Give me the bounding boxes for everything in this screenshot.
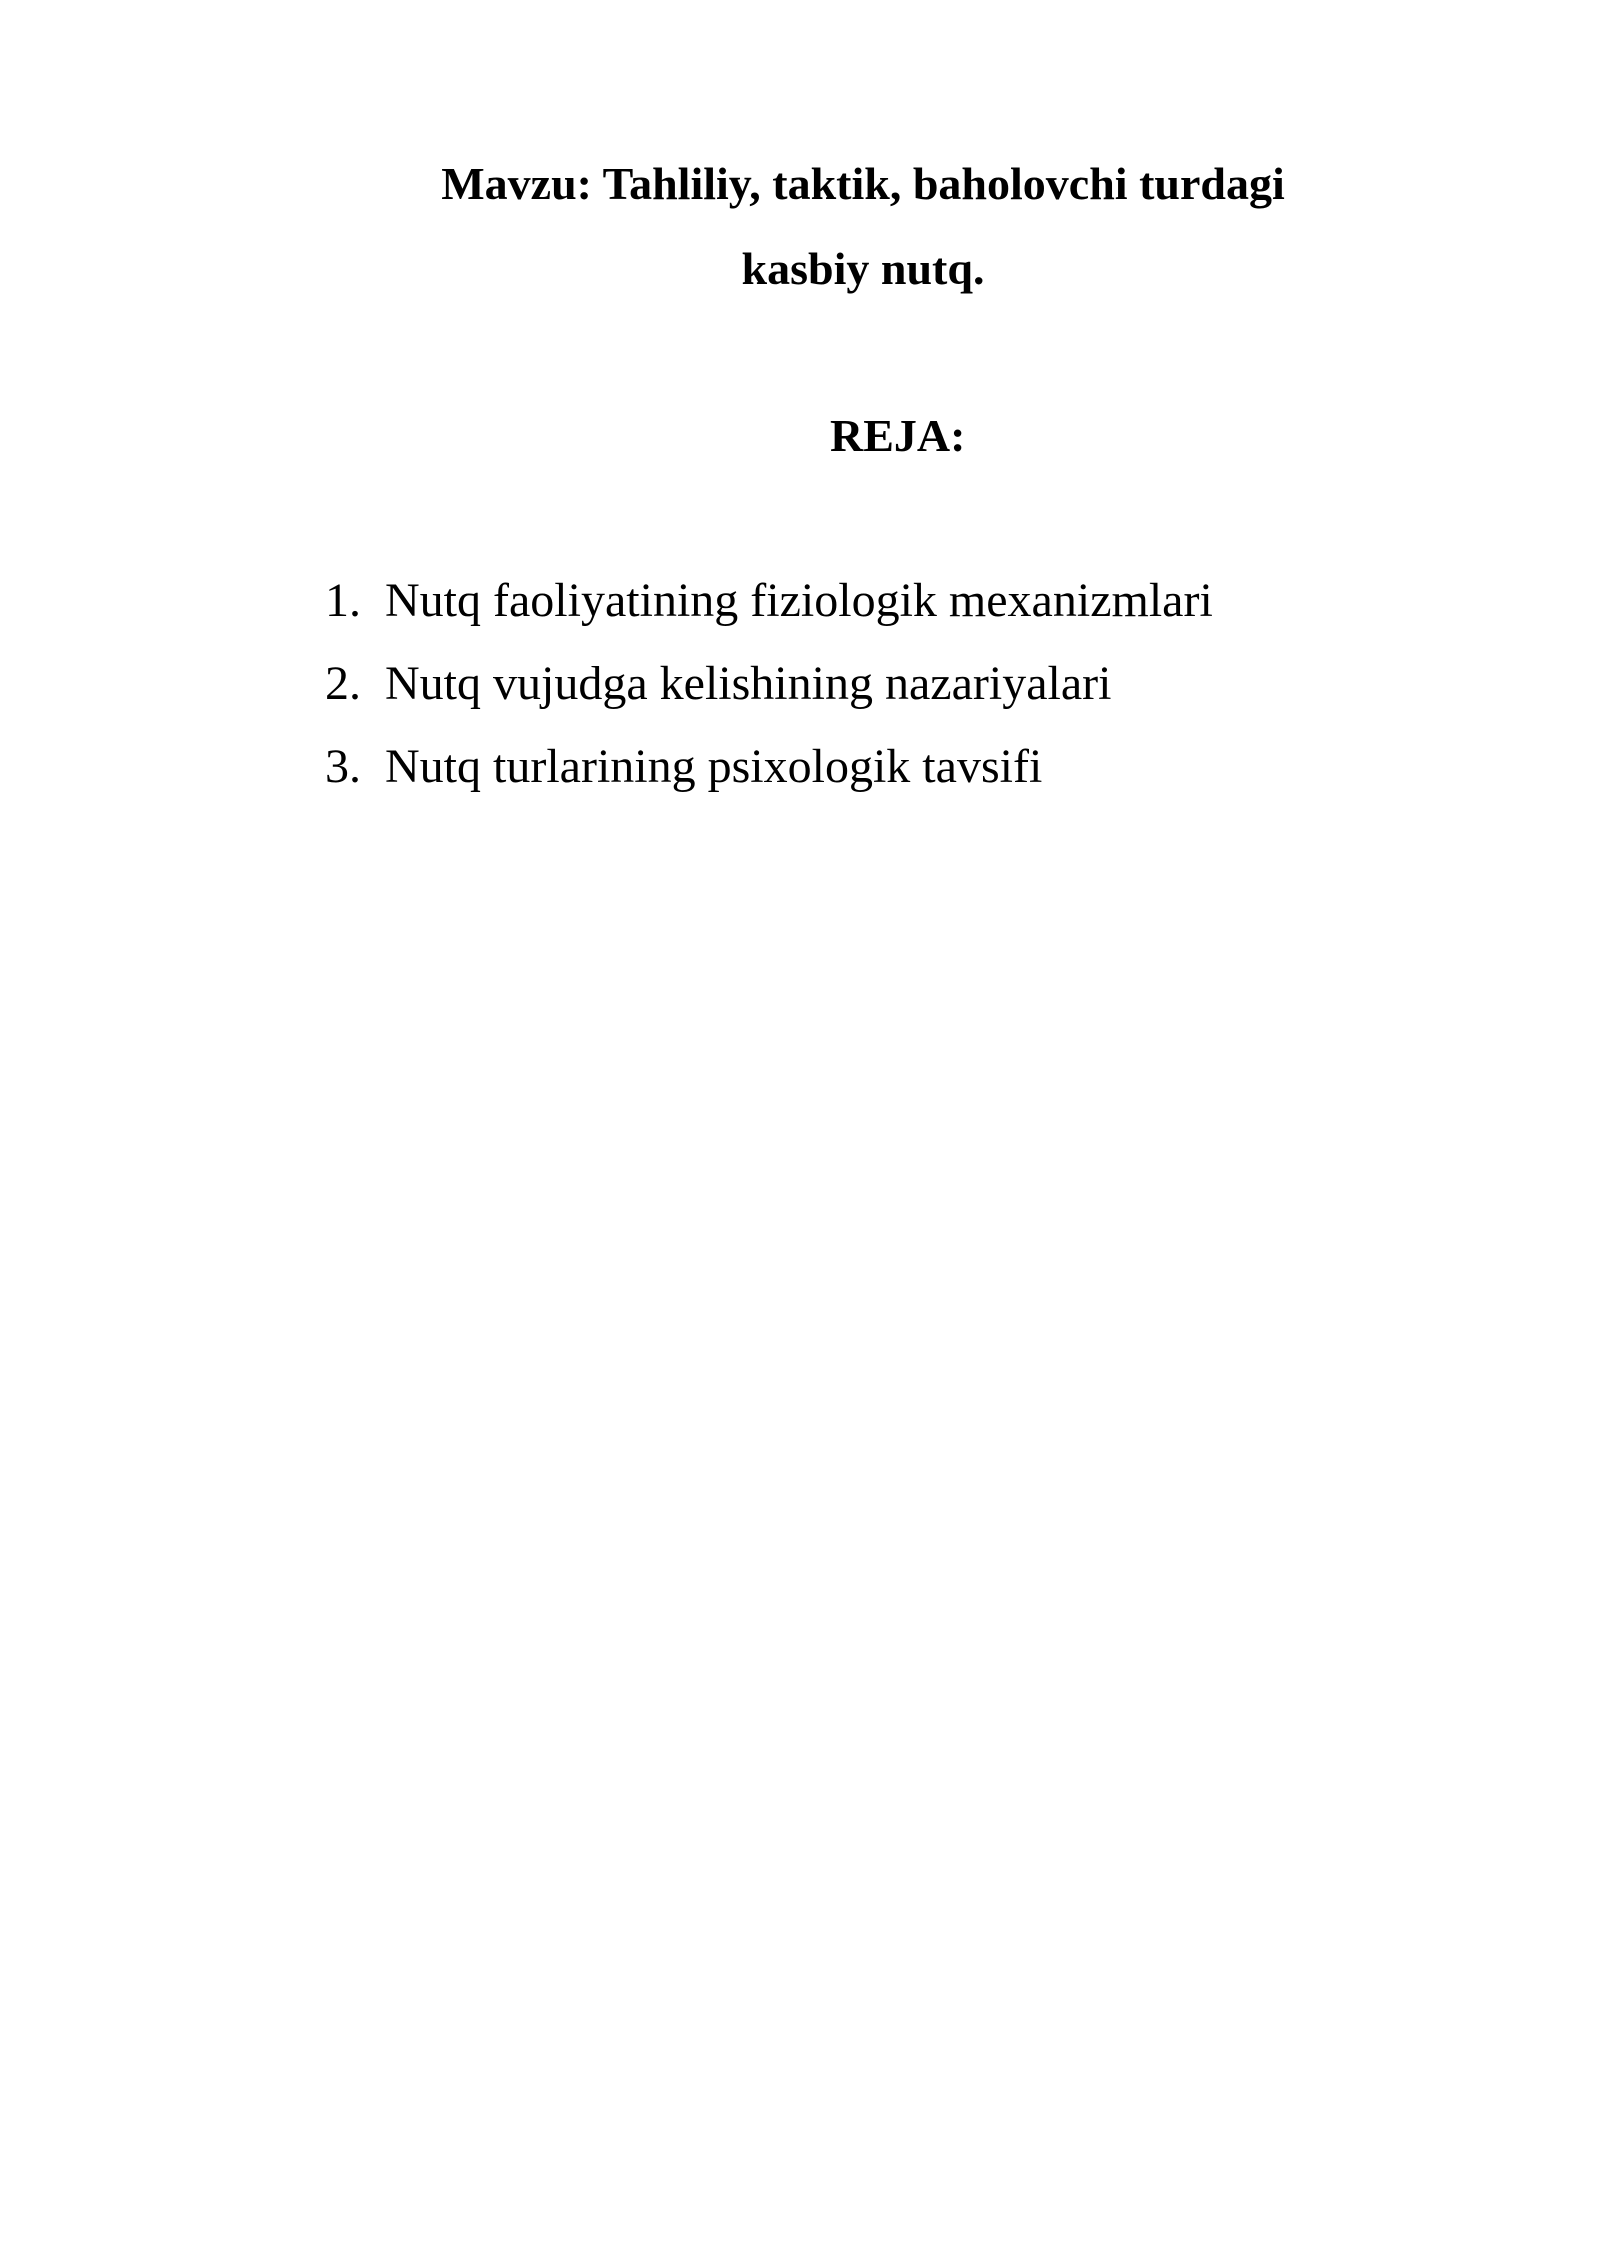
document-title-line-2: kasbiy nutq. [741, 243, 985, 294]
plan-item-number: 1. [325, 574, 373, 627]
plan-item [325, 571, 1213, 654]
plan-list [325, 571, 1213, 820]
document-title-line-1: Mavzu: Tahliliy, taktik, baholovchi turdagi [441, 158, 1285, 209]
plan-item-number: 3. [325, 740, 373, 793]
plan-item [325, 654, 1213, 737]
plan-item-text: Nutq turlarining psixologik tavsifi [385, 740, 1043, 793]
plan-item-text: Nutq vujudga kelishining nazariyalari [385, 657, 1112, 710]
plan-item-text: Nutq faoliyatining fiziologik mexanizmlari [385, 574, 1213, 627]
plan-item-number: 2. [325, 657, 373, 710]
plan-heading: REJA: [830, 410, 966, 461]
plan-item [325, 737, 1213, 820]
